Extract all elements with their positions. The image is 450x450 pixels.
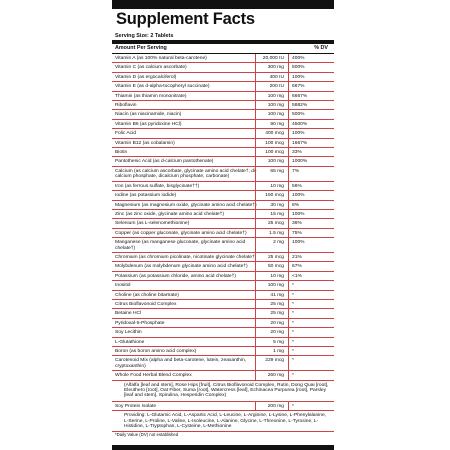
nutrient-amount: 25 mg — [270, 311, 284, 317]
nutrient-row — [112, 262, 334, 271]
nutrient-row — [112, 219, 334, 228]
nutrient-row — [112, 371, 334, 380]
nutrient-name: Niacin (as niacinamide, niacin) — [115, 112, 182, 118]
nutrient-row — [112, 347, 334, 356]
nutrient-amount: 65 mg — [270, 168, 284, 174]
nutrient-name: Betaine HCl — [115, 311, 142, 317]
nutrient-amount: 10 mg — [270, 273, 284, 279]
nutrient-name: Iodine (as potassium iodide) — [115, 193, 177, 199]
nutrient-row — [112, 229, 334, 238]
nutrient-dv: * — [288, 328, 332, 336]
nutrient-row — [112, 281, 334, 290]
nutrient-row — [112, 101, 334, 110]
nutrient-row — [112, 291, 334, 300]
nutrient-name: Riboflavin — [115, 103, 137, 109]
nutrient-row — [112, 356, 334, 371]
nutrient-dv: 100% — [288, 73, 332, 81]
nutrient-name: Vitamin B6 (as pyridoxine HCl) — [115, 121, 182, 127]
nutrient-row — [112, 54, 334, 63]
herbal-blend-ingredients: (Alfalfa [leaf and stem], Rose Hips [fruit], Citrus Bioflavonoid Complex, Rutin, Dong Quai [root], Eleuthero [root], Oat Fiber, Suma [root], Watercress [leaf], Echinacea Purpurea [root], Parsley [leaf and stem], Spirulina, Hesperidin Complex) — [112, 381, 334, 402]
nutrient-dv: * — [288, 309, 332, 317]
nutrient-amount: 2 mg — [273, 240, 284, 246]
footnote: *Daily Value (DV) not established — [115, 432, 179, 438]
nutrient-row — [112, 338, 334, 347]
nutrient-name: Pyridoxal-5-Phosphate — [115, 320, 165, 326]
nutrient-row — [112, 139, 334, 148]
nutrient-amount: 10 mg — [270, 183, 284, 189]
nutrient-dv: * — [288, 300, 332, 308]
nutrient-name: Soy Protein Isolate — [115, 403, 157, 409]
nutrient-name: Thiamin (as thiamin mononitrate) — [115, 93, 187, 99]
nutrient-row — [112, 182, 334, 191]
nutrient-name: Potassium (as potassium chloride, amino acid chelate†) — [115, 273, 236, 279]
nutrient-dv: 100% — [288, 210, 332, 218]
nutrient-row — [112, 63, 334, 72]
nutrient-name: Iron (as ferrous sulfate, bisglycinate††) — [115, 183, 200, 189]
nutrient-name: Biotin — [115, 150, 128, 156]
nutrient-amount: 200 mg — [267, 403, 284, 409]
nutrient-amount: 400 mcg — [265, 131, 284, 137]
nutrient-dv: 100% — [288, 191, 332, 199]
nutrient-row — [112, 110, 334, 119]
nutrient-row — [112, 120, 334, 129]
nutrient-name: Vitamin D (as ergocalciferol) — [115, 74, 177, 80]
nutrient-row — [112, 272, 334, 281]
supplement-facts-panel — [112, 0, 334, 450]
nutrient-name: Zinc (as zinc oxide, glycinate amino acid chelate†) — [115, 211, 225, 217]
nutrient-row — [112, 73, 334, 82]
nutrient-amount: 50 mcg — [267, 264, 284, 270]
nutrient-name: Magnesium (as magnesium oxide, glycinate amino acid chelate†) — [115, 202, 257, 208]
nutrient-amount: 300 mg — [267, 65, 284, 71]
serving-size: Serving Size: 2 Tablets — [115, 33, 174, 39]
column-header — [112, 44, 334, 53]
nutrient-dv: 500% — [288, 110, 332, 118]
nutrient-amount: 1.5 mg — [269, 230, 284, 236]
nutrient-dv: 100% — [288, 238, 332, 252]
nutrient-name: Inositol — [115, 283, 131, 289]
nutrient-name: Selenium (as L-selenomethionine) — [115, 221, 190, 227]
nutrient-amount: 20,000 IU — [262, 56, 284, 61]
nutrient-dv: 33% — [288, 148, 332, 156]
nutrient-row — [112, 309, 334, 318]
nutrient-name: Copper (as copper gluconate, glycinate amino acid chelate†) — [115, 230, 247, 236]
nutrient-dv: 5882% — [288, 101, 332, 109]
nutrient-dv: 100% — [288, 129, 332, 137]
nutrient-row — [112, 319, 334, 328]
nutrient-row — [112, 92, 334, 101]
nutrient-dv: * — [288, 338, 332, 346]
nutrient-dv: * — [288, 402, 332, 410]
nutrient-row — [112, 191, 334, 200]
nutrient-amount: 260 mg — [267, 373, 284, 379]
dv-header: % DV — [314, 45, 328, 51]
nutrient-amount: 400 IU — [269, 74, 284, 80]
nutrient-dv: * — [288, 371, 332, 379]
nutrient-row — [112, 402, 334, 411]
nutrient-row — [112, 328, 334, 337]
nutrient-name: L-Glutathione — [115, 339, 145, 345]
nutrient-name: Vitamin A (as 100% natural beta-carotene) — [115, 56, 207, 61]
bottom-bar — [112, 445, 334, 450]
nutrient-dv: 6667% — [288, 92, 332, 100]
nutrient-table — [112, 53, 334, 432]
nutrient-name: Chromium (as chromium picolinate, nicotinate glycinate chelate†) — [115, 254, 257, 260]
nutrient-amount: 20 mg — [270, 320, 284, 326]
nutrient-dv: 4500% — [288, 120, 332, 128]
nutrient-dv: 67% — [288, 262, 332, 270]
nutrient-amount: 41 mg — [270, 292, 284, 298]
nutrient-amount: 100 mcg — [265, 150, 284, 156]
nutrient-amount: 100 mg — [267, 93, 284, 99]
nutrient-amount: 100 mg — [267, 112, 284, 118]
nutrient-name: Molybdenum (as molybdenum glycinate amino acid chelate†) — [115, 264, 248, 270]
nutrient-amount: 1 mg — [273, 349, 284, 354]
nutrient-amount: 229 mcg — [265, 358, 284, 364]
nutrient-row — [112, 210, 334, 219]
nutrient-dv: 8% — [288, 201, 332, 209]
nutrient-row — [112, 157, 334, 166]
nutrient-name: Soy Lecithin — [115, 330, 142, 336]
nutrient-row — [112, 238, 334, 253]
nutrient-dv: * — [288, 347, 332, 355]
nutrient-dv: * — [288, 319, 332, 327]
nutrient-amount: 15 mg — [270, 211, 284, 217]
nutrient-amount: 25 mg — [270, 301, 284, 307]
nutrient-amount: 200 IU — [269, 84, 284, 90]
nutrient-row — [112, 129, 334, 138]
nutrient-amount: 90 mg — [270, 121, 284, 127]
nutrient-dv: 1000% — [288, 157, 332, 165]
amino-acid-profile: Providing: L-Glutamic Acid, L-Aspartic Acid, L-Leucine, L-Arginine, L-Lysine, L-Phenylalanine, L-Serine, L-Proline, L-Valine, L-Isoleucine, L-Alanine, Glycine, L-Threonine, L-Tyrosine, L-Histidine, L-Tryptophan, L-Cysteine, L-Methionine — [112, 411, 334, 432]
nutrient-name: Calcium (as calcium ascorbate, glycinate amino acid chelate†, di-calcium phosphate, dicalcium phosphate, carbonate) — [115, 168, 257, 180]
nutrient-dv: * — [288, 281, 332, 289]
nutrient-amount: 100 mcg — [265, 140, 284, 146]
nutrient-dv: 1667% — [288, 139, 332, 147]
nutrient-amount: 25 mcg — [267, 221, 284, 227]
nutrient-amount: 30 mg — [270, 202, 284, 208]
nutrient-name: Whole Food Herbal Blend Complex — [115, 373, 192, 379]
nutrient-name: Carotenoid Mix (alpha and beta-carotene, lutein, zeaxanthin, cryptoxanthin) — [115, 358, 247, 369]
nutrient-name: Choline (as choline bitartrate) — [115, 292, 179, 298]
panel-title: Supplement Facts — [116, 10, 255, 28]
nutrient-name: Vitamin C (as calcium ascorbate) — [115, 65, 187, 71]
nutrient-dv: * — [288, 356, 332, 370]
top-bar — [112, 0, 334, 9]
nutrient-amount: 25 mcg — [267, 254, 284, 260]
nutrient-row — [112, 167, 334, 182]
nutrient-row — [112, 253, 334, 262]
amount-per-serving-header: Amount Per Serving — [115, 45, 167, 51]
nutrient-dv: 400% — [288, 54, 332, 62]
nutrient-dv: 75% — [288, 229, 332, 237]
nutrient-name: Pantothenic Acid (as d-calcium pantothenate) — [115, 159, 214, 165]
nutrient-dv: 21% — [288, 253, 332, 261]
nutrient-dv: 56% — [288, 182, 332, 190]
nutrient-dv: <1% — [288, 272, 332, 280]
nutrient-amount: 150 mcg — [265, 193, 284, 199]
nutrient-name: Manganese (as manganese gluconate, glycinate amino acid chelate†) — [115, 240, 246, 251]
nutrient-row — [112, 148, 334, 157]
nutrient-name: Vitamin E (as d-alpha-tocopheryl succinate) — [115, 84, 210, 90]
nutrient-dv: 7% — [288, 167, 332, 181]
nutrient-amount: 5 mg — [273, 339, 284, 345]
nutrient-row — [112, 201, 334, 210]
nutrient-dv: 667% — [288, 82, 332, 90]
nutrient-amount: 100 mg — [267, 159, 284, 165]
nutrient-name: Citrus Bioflavonoid Complex — [115, 301, 177, 307]
nutrient-name: Boron (as boron amino acid complex) — [115, 349, 197, 354]
nutrient-row — [112, 82, 334, 91]
nutrient-row — [112, 300, 334, 309]
nutrient-name: Folic Acid — [115, 131, 136, 137]
nutrient-dv: 500% — [288, 63, 332, 71]
nutrient-dv: * — [288, 291, 332, 299]
nutrient-amount: 20 mg — [270, 330, 284, 336]
nutrient-amount: 100 mg — [267, 103, 284, 109]
nutrient-dv: 36% — [288, 219, 332, 227]
nutrient-name: Vitamin B12 (as cobalamin) — [115, 140, 175, 146]
nutrient-amount: 100 mg — [267, 283, 284, 289]
